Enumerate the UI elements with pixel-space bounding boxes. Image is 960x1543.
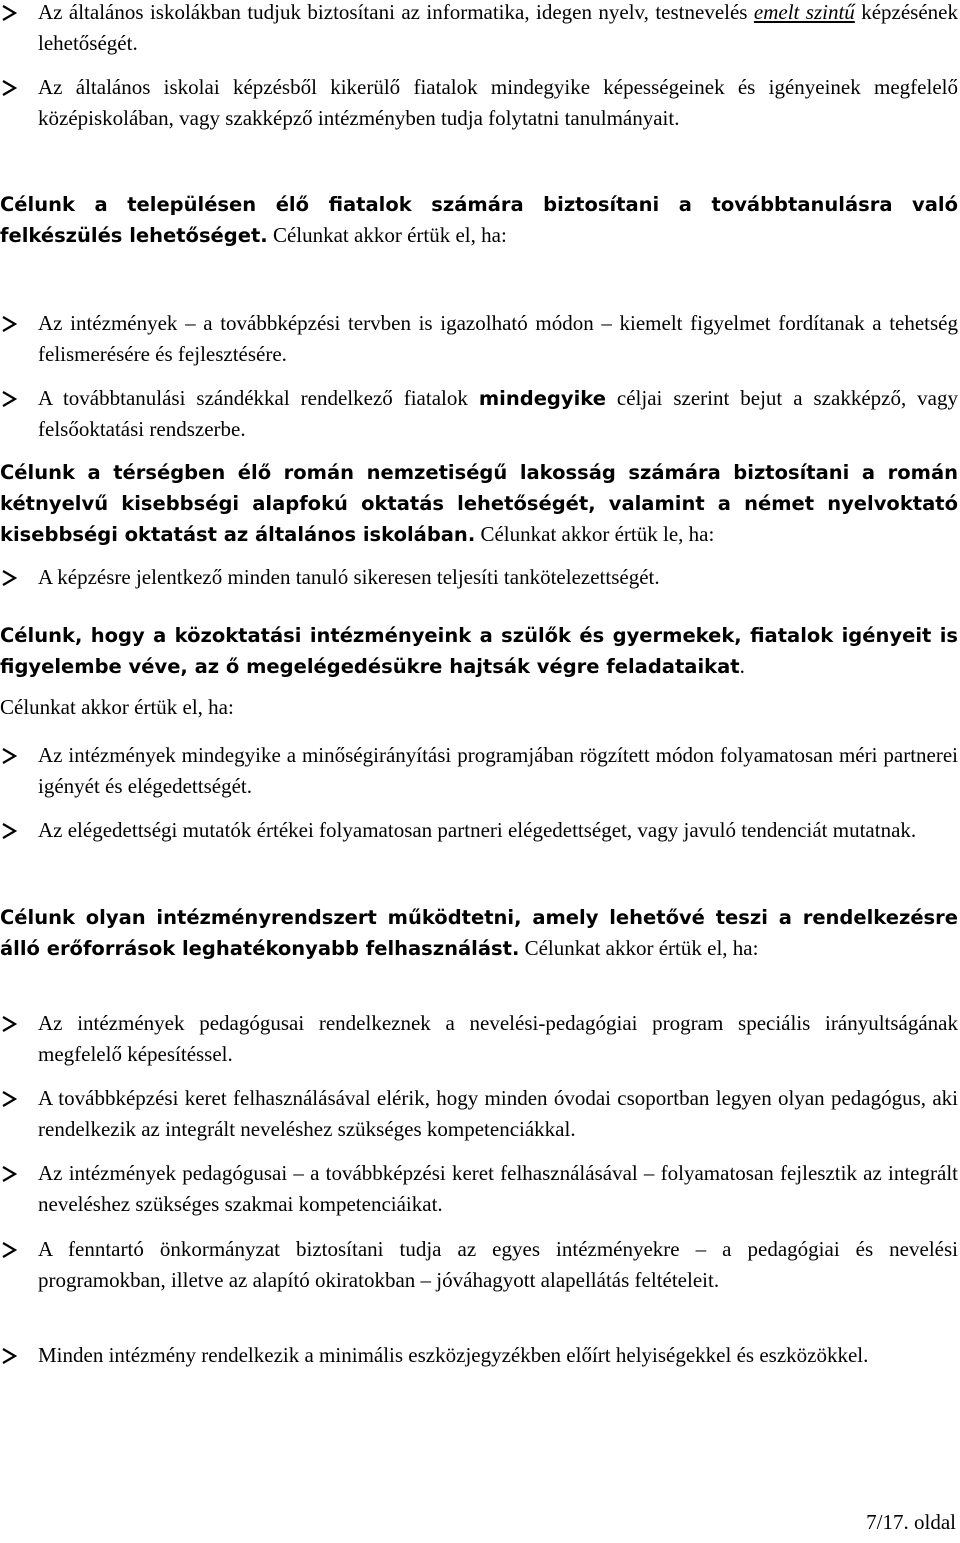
list-item-text: A fenntartó önkormányzat biztosítani tudja az egyes intézményekre – a pedagógiai és nevelési programokban, illetve az alapító okiratokban – jóváhagyott alapellátás feltételeit. (38, 1237, 958, 1292)
list-item (0, 740, 958, 802)
list-item-text: A képzésre jelentkező minden tanuló sikeresen teljesíti tankötelezettségét. (38, 565, 660, 589)
page-number: 7/17. oldal (866, 1510, 956, 1534)
list-item-text: Az általános iskolai képzésből kikerülő fiatalok mindegyike képességeinek és igényeinek megfelelő középiskolában, vagy szakképző intézményben tudja folytatni tanulmányait. (38, 75, 958, 130)
arrow-bullet-icon (0, 315, 18, 333)
list-item-text: Az intézmények pedagógusai rendelkeznek a nevelési-pedagógiai program speciális irányultságának megfelelő képesítéssel. (38, 1011, 958, 1066)
list-item-text: Minden intézmény rendelkezik a minimális eszközjegyzékben előírt helyiségekkel és eszközökkel. (38, 1343, 869, 1367)
list-item-text: Az elégedettségi mutatók értékei folyamatosan partneri elégedettséget, vagy javuló tendenciát mutatnak. (38, 818, 917, 842)
list-item (0, 308, 958, 370)
list-item-text: Az általános iskolákban tudjuk biztosítani az informatika, idegen nyelv, testnevelés emelt szintű képzésének lehetőségét. (38, 0, 958, 55)
list-item-text: Az intézmények mindegyike a minőségirányítási programjában rögzített módon folyamatosan méri partnerei igényét és elégedettségét. (38, 743, 958, 798)
emphasized-text: emelt szintű (753, 0, 855, 24)
arrow-bullet-icon (0, 1165, 18, 1183)
goal-statement: Célunk olyan intézményrendszert működtetni, amely lehetővé teszi a rendelkezésre álló erőforrások leghatékonyabb felhasználást. (0, 906, 958, 960)
goal-paragraph: Célunk a térségben élő román nemzetiségű lakosság számára biztosítani a román kétnyelvű kisebbségi alapfokú oktatás lehetőségét, valamint a német nyelvoktató kisebbségi oktatást az általános iskolában. Célunkat akkor értük le, ha: (0, 461, 958, 546)
criteria-intro: Célunkat akkor értük el, ha: (0, 695, 234, 719)
goal-statement: Célunk, hogy a közoktatási intézményeink a szülők és gyermekek, fiatalok igényeit is figyelembe véve, az ő megelégedésükre hajtsák végre feladataikat (0, 624, 958, 678)
list-item (0, 383, 958, 445)
arrow-bullet-icon (0, 1015, 18, 1033)
list-item (0, 562, 958, 593)
arrow-bullet-icon (0, 747, 18, 765)
list-item-text: Az intézmények pedagógusai – a továbbképzési keret felhasználásával – folyamatosan fejlesztik az integrált neveléshez szükséges szakmai kompetenciáikat. (38, 1161, 958, 1216)
list-item (0, 1008, 958, 1070)
list-item-text: A továbbképzési keret felhasználásával elérik, hogy minden óvodai csoportban legyen olyan pedagógus, aki rendelkezik az integrált neveléshez szükséges kompetenciákkal. (38, 1086, 958, 1141)
list-item-text: Az intézmények – a továbbképzési tervben is igazolható módon – kiemelt figyelmet fordítanak a tehetség felismerésére és fejlesztésére. (38, 311, 958, 366)
list-item (0, 1083, 958, 1145)
arrow-bullet-icon (0, 822, 18, 840)
goal-paragraph: Célunk olyan intézményrendszert működtetni, amely lehetővé teszi a rendelkezésre álló erőforrások leghatékonyabb felhasználást. Célunkat akkor értük el, ha: (0, 906, 958, 960)
list-item (0, 72, 958, 134)
list-item-text: A továbbtanulási szándékkal rendelkező fiatalok mindegyike céljai szerint bejut a szakképző, vagy felsőoktatási rendszerbe. (38, 386, 958, 441)
arrow-bullet-icon (0, 79, 18, 97)
arrow-bullet-icon (0, 1347, 18, 1365)
goal-paragraph: Célunk, hogy a közoktatási intézményeink a szülők és gyermekek, fiatalok igényeit is figyelembe véve, az ő megelégedésükre hajtsák végre feladataikat. (0, 624, 958, 678)
goal-statement: Célunk a településen élő fiatalok számára biztosítani a továbbtanulásra való felkészülés lehetőséget. (0, 193, 958, 247)
list-item (0, 1158, 958, 1220)
list-item (0, 1340, 958, 1371)
arrow-bullet-icon (0, 1090, 18, 1108)
list-item (0, 1234, 958, 1296)
arrow-bullet-icon (0, 390, 18, 408)
goal-statement: Célunk a térségben élő román nemzetiségű lakosság számára biztosítani a román kétnyelvű kisebbségi alapfokú oktatás lehetőségét, valamint a német nyelvoktató kisebbségi oktatást az általános iskolában. (0, 461, 958, 546)
list-item (0, 815, 958, 846)
arrow-bullet-icon (0, 1241, 18, 1259)
arrow-bullet-icon (0, 4, 18, 22)
list-item (0, 0, 958, 59)
goal-paragraph: Célunk a településen élő fiatalok számára biztosítani a továbbtanulásra való felkészülés lehetőséget. Célunkat akkor értük el, ha: (0, 193, 958, 247)
arrow-bullet-icon (0, 569, 18, 587)
